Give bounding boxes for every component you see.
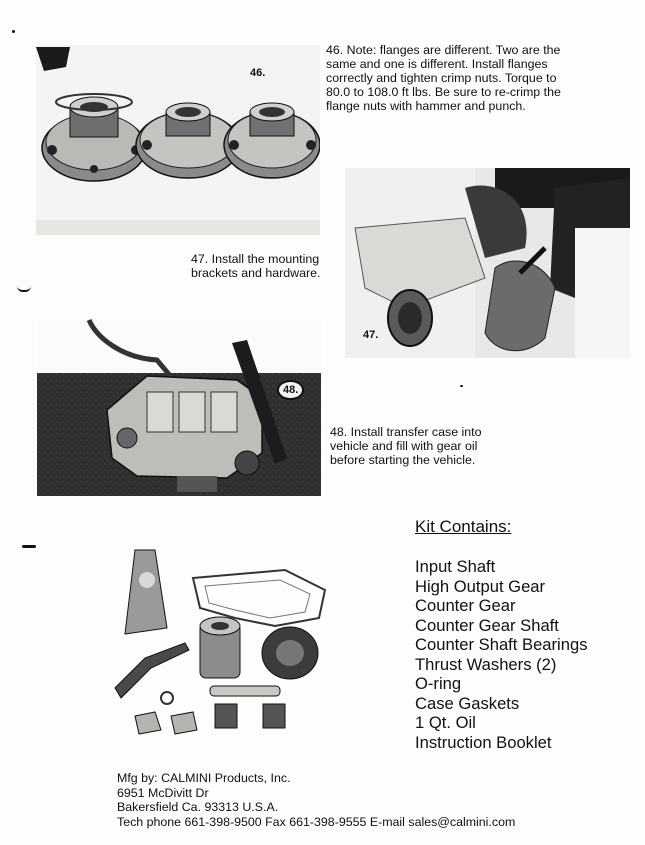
manufacturer-city: Bakersfield Ca. 93313 U.S.A. [117, 800, 279, 815]
scan-speck [17, 286, 31, 292]
list-item: O-ring [415, 674, 462, 693]
step-46-photo-label: 46. [250, 67, 266, 79]
list-item: Instruction Booklet [415, 732, 552, 752]
scan-speck [22, 545, 36, 548]
mounting-brackets-photo [345, 168, 630, 358]
list-item: Case Gaskets [415, 693, 520, 713]
list-item: Counter Gear [415, 596, 516, 615]
scan-speck [12, 30, 15, 33]
manufacturer-street: 6951 McDivitt Dr [117, 785, 209, 800]
manufacturer-name: Mfg by: CALMINI Products, Inc. [117, 771, 291, 785]
step-48-photo-label: 48. [277, 380, 304, 400]
kit-contents-list [415, 557, 588, 752]
flanges-photo [36, 45, 320, 235]
step-46-caption: 46. Note: flanges are different. Two are the same and one is different. Install flanges correctly and tighten crimp nuts. Torque to 80.0 to 108.0 ft lbs. Be sure to re-crimp the flange nuts with hammer and punch. [326, 43, 561, 113]
kit-parts-photo [105, 548, 327, 738]
manufacturer-info [117, 771, 515, 829]
manufacturer-contact: Tech phone 661-398-9500 Fax 661-398-9555 E-mail sales@calmini.com [117, 814, 516, 829]
transfer-case-photo [37, 318, 321, 496]
list-item: Counter Shaft Bearings [415, 635, 588, 654]
list-item: Input Shaft [415, 557, 496, 576]
list-item: High Output Gear [415, 576, 546, 596]
list-item: 1 Qt. Oil [415, 713, 476, 732]
step-47-photo-label: 47. [363, 329, 379, 341]
list-item: Counter Gear Shaft [415, 615, 559, 635]
kit-contents-title: Kit Contains: [415, 517, 512, 536]
step-48-caption: 48. Install transfer case into vehicle and fill with gear oil before starting the vehicle. [330, 425, 482, 467]
list-item: Thrust Washers (2) [415, 654, 557, 674]
step-47-caption: 47. Install the mounting brackets and hardware. [191, 252, 321, 280]
scan-speck [460, 385, 463, 387]
